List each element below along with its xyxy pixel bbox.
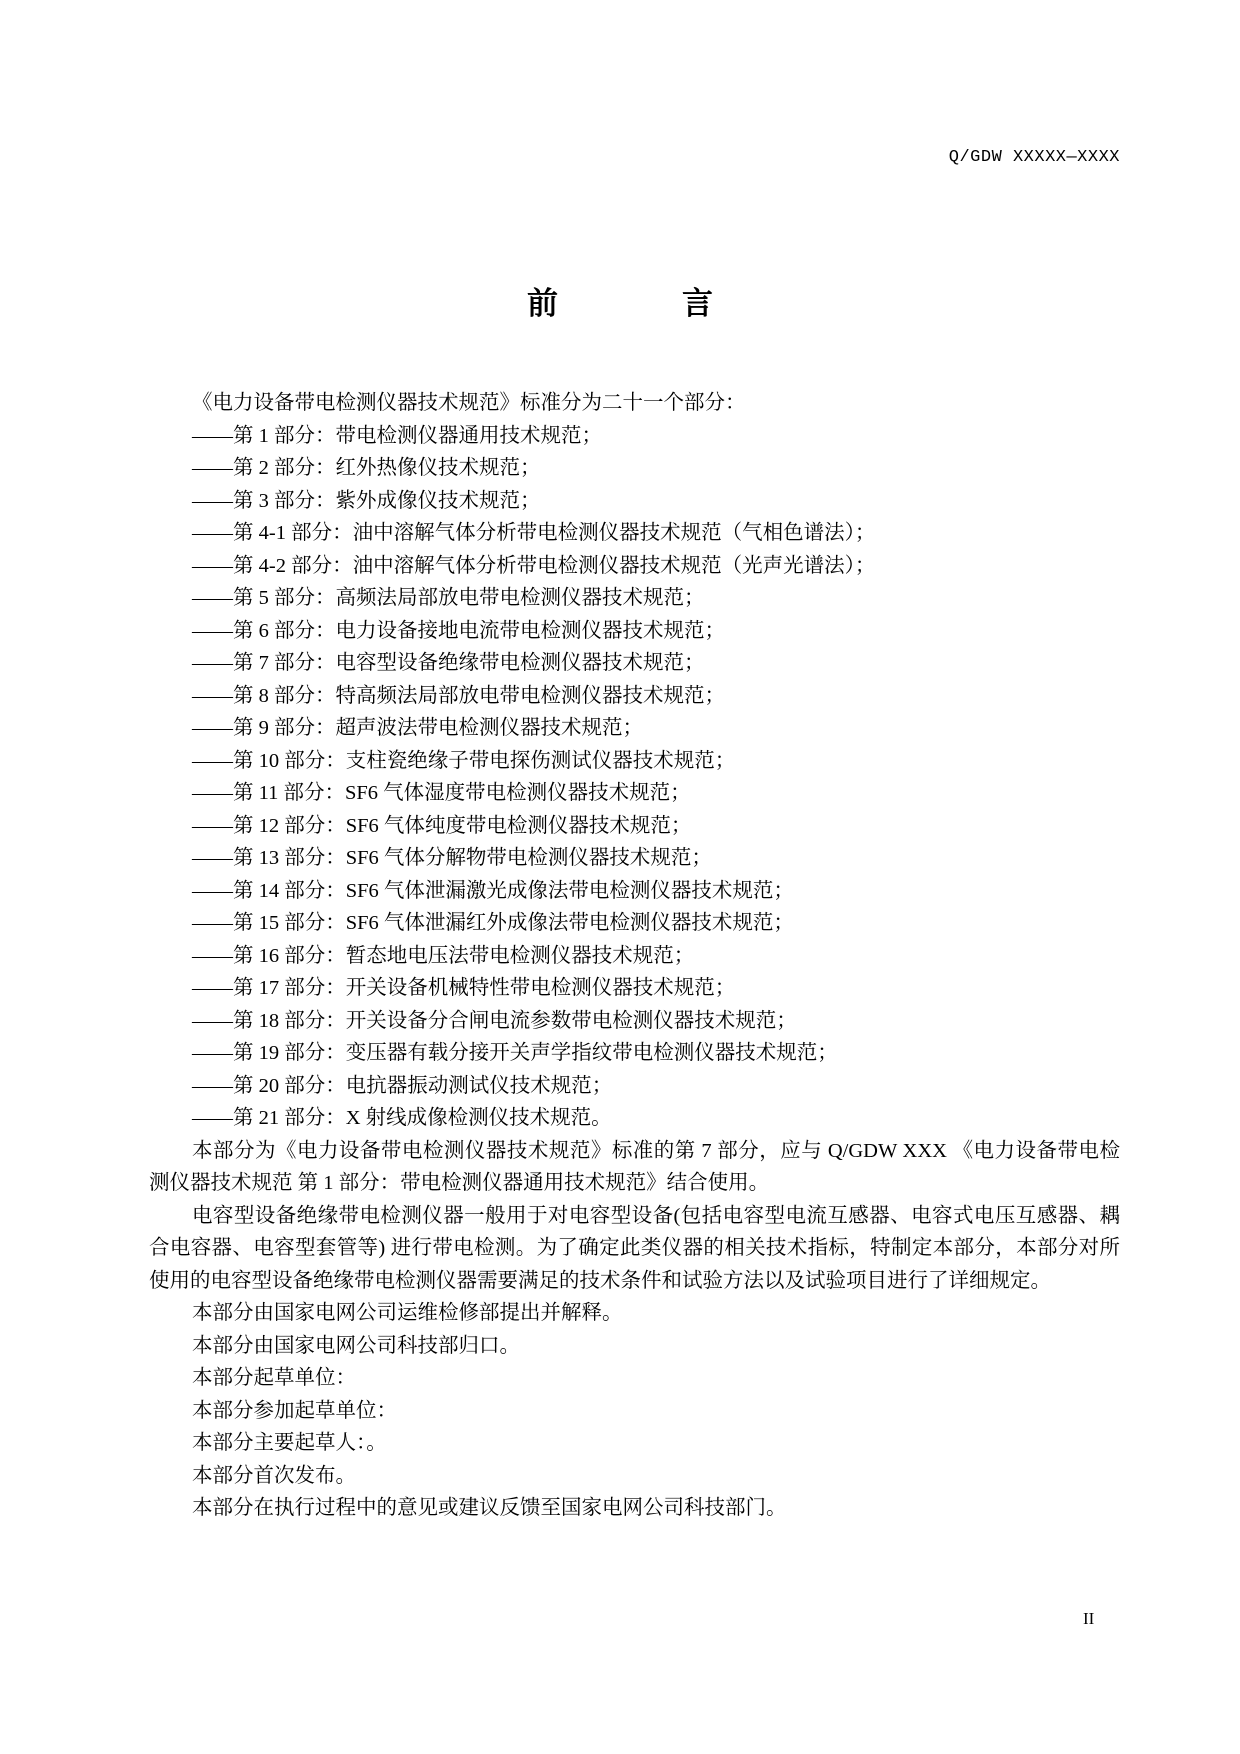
list-item: ——第 14 部分：SF6 气体泄漏激光成像法带电检测仪器技术规范； (192, 879, 794, 902)
list-item: ——第 21 部分：X 射线成像检测仪技术规范。 (192, 1107, 612, 1129)
list-item: ——第 8 部分：特高频法局部放电带电检测仪器技术规范； (192, 684, 725, 707)
list-item: ——第 15 部分：SF6 气体泄漏红外成像法带电检测仪器技术规范； (192, 912, 794, 934)
list-item: ——第 12 部分：SF6 气体纯度带电检测仪器技术规范； (192, 814, 692, 837)
list-item: ——第 7 部分：电容型设备绝缘带电检测仪器技术规范； (192, 652, 705, 674)
parts-list (149, 420, 1120, 1135)
page-title (0, 278, 1240, 323)
paragraph: 本部分在执行过程中的意见或建议反馈至国家电网公司科技部门。 (192, 1497, 787, 1519)
list-item: ——第 5 部分：高频法局部放电带电检测仪器技术规范； (192, 587, 705, 609)
paragraph: 本部分由国家电网公司运维检修部提出并解释。 (192, 1302, 623, 1324)
paragraph: 本部分由国家电网公司科技部归口。 (192, 1334, 520, 1357)
paragraph: 本部分参加起草单位： (192, 1399, 397, 1422)
list-item: ——第 20 部分：电抗器振动测试仪技术规范； (192, 1074, 613, 1097)
list-item: ——第 13 部分：SF6 气体分解物带电检测仪器技术规范； (192, 847, 712, 869)
list-item: ——第 19 部分：变压器有载分接开关声学指纹带电检测仪器技术规范； (192, 1042, 838, 1064)
list-item: ——第 17 部分：开关设备机械特性带电检测仪器技术规范； (192, 977, 736, 999)
list-item: ——第 18 部分：开关设备分合闸电流参数带电检测仪器技术规范； (192, 1009, 797, 1032)
intro-line: 《电力设备带电检测仪器技术规范》标准分为二十一个部分： (192, 392, 746, 414)
list-item: ——第 4-1 部分：油中溶解气体分析带电检测仪器技术规范（气相色谱法）； (192, 522, 876, 544)
page-number: II (1083, 1609, 1095, 1628)
paragraphs (149, 1135, 1120, 1525)
foreword-body (149, 387, 1120, 1525)
list-item: ——第 4-2 部分：油中溶解气体分析带电检测仪器技术规范（光声光谱法）； (192, 554, 876, 577)
list-item: ——第 2 部分：红外热像仪技术规范； (192, 457, 541, 479)
list-item: ——第 3 部分：紫外成像仪技术规范； (192, 489, 541, 512)
paragraph: 本部分为《电力设备带电检测仪器技术规范》标准的第 7 部分，应与 Q/GDW XXX 《电力设备带电检测仪器技术规范 第 1 部分：带电检测仪器通用技术规范》结合使用。 (149, 1139, 1120, 1194)
title-char: 前 (527, 286, 558, 322)
list-item: ——第 1 部分：带电检测仪器通用技术规范； (192, 424, 602, 447)
paragraph: 本部分起草单位： (192, 1367, 356, 1389)
title-char: 言 (682, 286, 713, 322)
list-item: ——第 10 部分：支柱瓷绝缘子带电探伤测试仪器技术规范； (192, 749, 736, 772)
paragraph: 电容型设备绝缘带电检测仪器一般用于对电容型设备(包括电容型电流互感器、电容式电压互感器、耦合电容器、电容型套管等) 进行带电检测。为了确定此类仪器的相关技术指标，特制定本部分，本部分对所使用的电容型设备绝缘带电检测仪器需要满足的技术条件和试验方法以及试验项目进行了详细规定。 (149, 1204, 1120, 1292)
list-item: ——第 9 部分：超声波法带电检测仪器技术规范； (192, 717, 643, 739)
paragraph: 本部分主要起草人：。 (192, 1432, 387, 1454)
list-item: ——第 6 部分：电力设备接地电流带电检测仪器技术规范； (192, 619, 725, 642)
paragraph: 本部分首次发布。 (192, 1464, 356, 1487)
list-item: ——第 11 部分：SF6 气体湿度带电检测仪器技术规范； (192, 782, 691, 804)
list-item: ——第 16 部分：暂态地电压法带电检测仪器技术规范； (192, 944, 695, 967)
document-code-header: Q/GDW XXXXX—XXXX (948, 148, 1120, 167)
